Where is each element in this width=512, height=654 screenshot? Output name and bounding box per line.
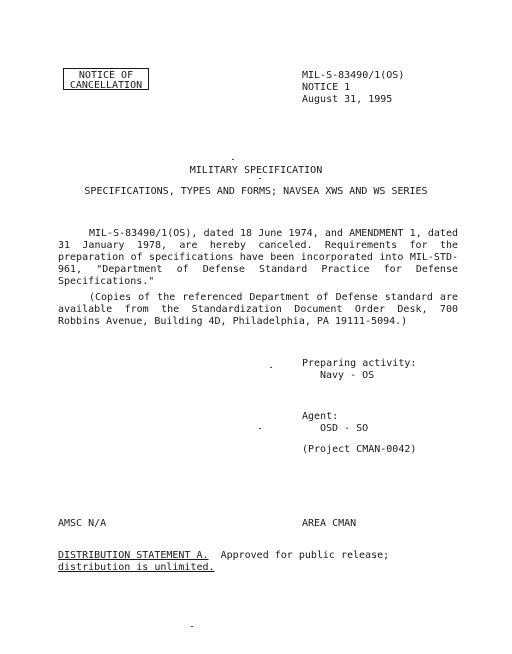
agent-value: OSD - SO <box>320 423 369 434</box>
distribution-statement-line1 <box>58 550 389 562</box>
notice-of-cancellation-box <box>63 68 149 90</box>
agent-label: Agent: <box>302 411 339 422</box>
notice-number: NOTICE 1 <box>302 82 351 93</box>
amsc-code: AMSC N/A <box>58 518 107 529</box>
distribution-statement-text: Approved for public release; <box>220 550 390 561</box>
title-main: MILITARY SPECIFICATION <box>189 165 323 176</box>
distribution-statement-label: DISTRIBUTION STATEMENT A. <box>58 550 209 561</box>
notice-box-line2: CANCELLATION <box>69 80 143 91</box>
notice-date: August 31, 1995 <box>302 94 393 105</box>
title-sub: SPECIFICATIONS, TYPES AND FORMS; NAVSEA XWS AND WS SERIES <box>84 186 428 197</box>
speck <box>259 428 261 429</box>
doc-number: MIL-S-83490/1(OS) <box>302 70 405 81</box>
preparing-activity-value: Navy - OS <box>320 370 375 381</box>
speck <box>232 159 234 160</box>
speck <box>259 178 261 179</box>
cancellation-paragraph: MIL-S-83490/1(OS), dated 18 June 1974, and AMENDMENT 1, dated 31 January 1978, are hereby canceled. Requirements for the preparation of specifications have been incorporated into MIL-STD-961, "Department of Defense Standard Practice for Defense Specifications." <box>58 228 458 287</box>
distribution-statement-line2: distribution is unlimited. <box>58 562 215 573</box>
speck <box>270 367 272 368</box>
notice-box-line1: NOTICE OF <box>78 70 134 81</box>
preparing-activity-label: Preparing activity: <box>302 358 417 369</box>
project-number: (Project CMAN-0042) <box>302 444 417 455</box>
copies-paragraph: (Copies of the referenced Department of Defense standard are available from the Standardization Document Order Desk, 700 Robbins Avenue, Building 4D, Philadelphia, PA 19111-5094.) <box>58 292 458 327</box>
area-code: AREA CMAN <box>302 518 357 529</box>
speck <box>191 626 193 627</box>
